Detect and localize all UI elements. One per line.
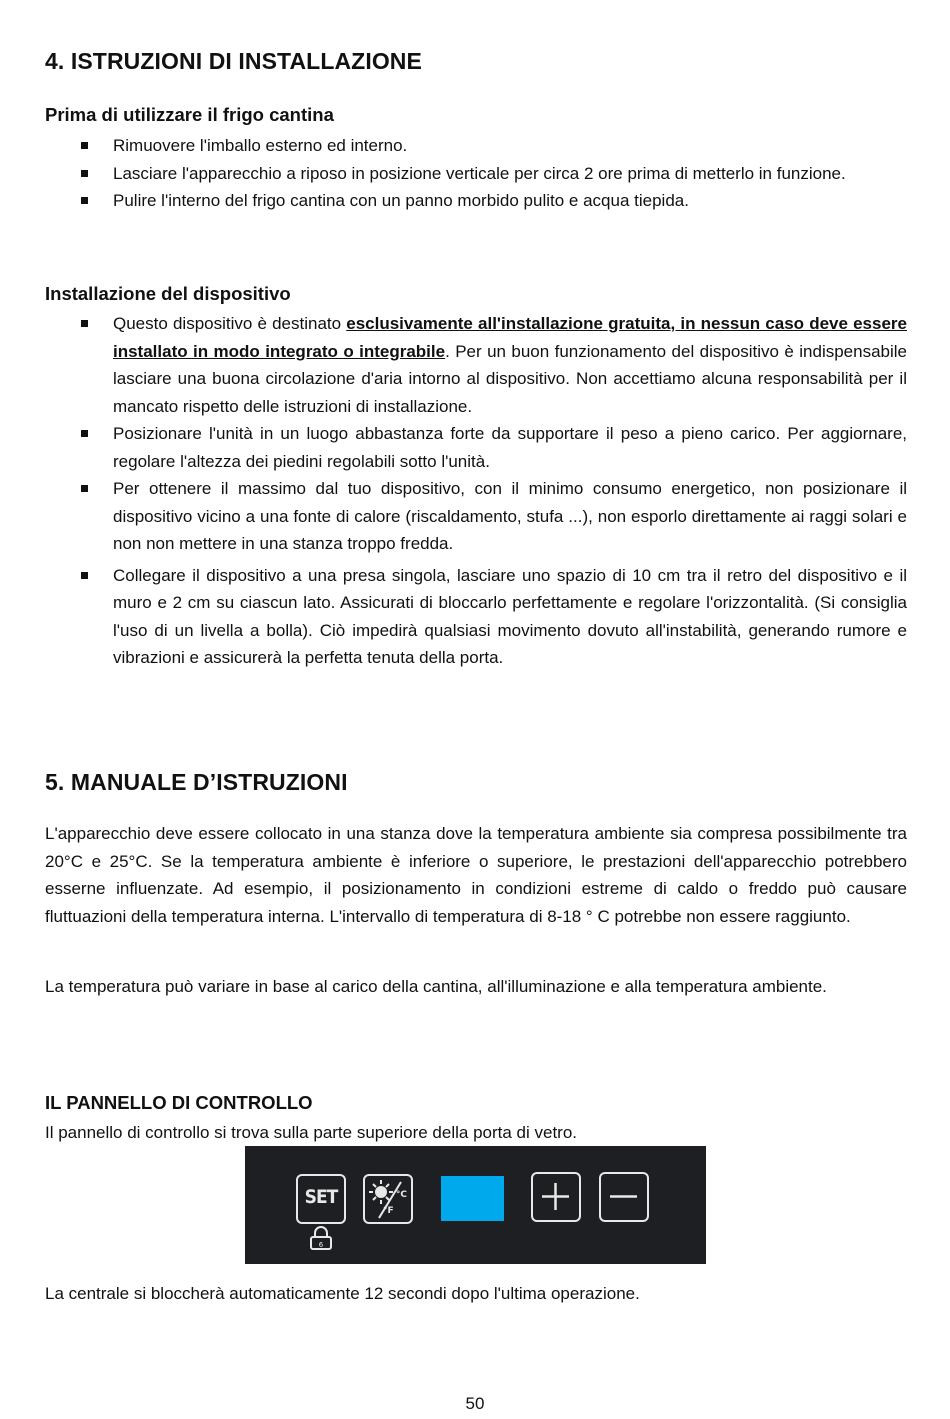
section-5-title: 5. MANUALE D’ISTRUZIONI bbox=[45, 769, 348, 795]
control-panel-intro: Il pannello di controllo si trova sulla parte superiore della porta di vetro. bbox=[45, 1123, 578, 1142]
bullet-icon bbox=[81, 142, 88, 149]
set-button: SET bbox=[296, 1174, 346, 1224]
page-number: 50 bbox=[465, 1394, 485, 1413]
light-unit-button bbox=[363, 1174, 413, 1224]
bullet-icon bbox=[81, 170, 88, 177]
list-item: Pulire l'interno del frigo cantina con un panno morbido pulito e acqua tiepida. bbox=[45, 187, 907, 215]
ambient-temperature-paragraph: L'apparecchio deve essere collocato in una stanza dove la temperatura ambiente sia compresa possibilmente tra 20°C e 25°C. Se la temperatura ambiente è inferiore o superiore, le prestazioni dell'apparecchio potrebbero esserne influenzate. Ad esempio, il posizionamento in condizioni estreme di caldo o freddo può causare fluttuazioni della temperatura interna. L'intervallo di temperatura di 8-18 ° C potrebbe non essere raggiunto. bbox=[45, 824, 907, 926]
list-item: Posizionare l'unità in un luogo abbastanza forte da supportare il peso a pieno carico. Per aggiornare, regolare l'altezza dei piedini regolabili sotto l'unità. bbox=[45, 420, 907, 475]
svg-text:6: 6 bbox=[318, 1241, 324, 1249]
plus-button bbox=[531, 1172, 581, 1222]
bullet-icon bbox=[81, 572, 88, 579]
temperature-display bbox=[441, 1176, 504, 1221]
plus-icon bbox=[533, 1174, 578, 1219]
list-item: Questo dispositivo è destinato esclusivamente all'installazione gratuita, in nessun caso deve essere installato in modo integrato o integrabile. Per un buon funzionamento del dispositivo è indispensabile lasciare una buona circolazione d'aria intorno al dispositivo. Non accettiamo alcuna responsabilità per il mancato rispetto delle istruzioni di installazione. bbox=[45, 310, 907, 420]
installation-list bbox=[45, 310, 907, 672]
installation-heading: Installazione del dispositivo bbox=[45, 283, 291, 304]
list-item: Rimuovere l'imballo esterno ed interno. bbox=[45, 132, 907, 160]
section-4-title: 4. ISTRUZIONI DI INSTALLAZIONE bbox=[45, 48, 422, 74]
minus-button bbox=[599, 1172, 649, 1222]
exclusive-install-note: esclusivamente all'installazione gratuita, in nessun caso deve essere installato in modo integrato o integrabile bbox=[113, 314, 907, 361]
list-item: Per ottenere il massimo dal tuo dispositivo, con il minimo consumo energetico, non posizionare il dispositivo vicino a una fonte di calore (riscaldamento, stufa ...), non esporlo direttamente ai raggi solari e non non mettere in una stanza troppo fredda. bbox=[45, 475, 907, 558]
bullet-icon bbox=[81, 430, 88, 437]
control-panel-image bbox=[245, 1146, 706, 1264]
list-item: Collegare il dispositivo a una presa singola, lasciare uno spazio di 10 cm tra il retro del dispositivo e il muro e 2 cm su ciascun lato. Assicurati di bloccarlo perfettamente e regolare l'orizzontalità. (Si consiglia l'uso di un livella a bolla). Ciò impedirà qualsiasi movimento dovuto all'instabilità, generando rumore e vibrazioni e assicurerà la perfetta tenuta della porta. bbox=[45, 562, 907, 672]
bullet-icon bbox=[81, 197, 88, 204]
fahrenheit-label: °F bbox=[383, 1206, 394, 1216]
minus-icon bbox=[601, 1174, 646, 1219]
lock-icon bbox=[307, 1226, 335, 1252]
bullet-icon bbox=[81, 320, 88, 327]
before-use-list bbox=[45, 132, 907, 215]
temperature-variation-paragraph: La temperatura può variare in base al carico della cantina, all'illuminazione e alla temperatura ambiente. bbox=[45, 977, 827, 996]
auto-lock-note: La centrale si bloccherà automaticamente 12 secondi dopo l'ultima operazione. bbox=[45, 1284, 640, 1303]
control-panel-heading: IL PANNELLO DI CONTROLLO bbox=[45, 1092, 313, 1113]
before-use-heading: Prima di utilizzare il frigo cantina bbox=[45, 104, 334, 125]
bullet-icon bbox=[81, 485, 88, 492]
celsius-label: °C bbox=[395, 1190, 407, 1200]
list-item: Lasciare l'apparecchio a riposo in posizione verticale per circa 2 ore prima di metterlo in funzione. bbox=[45, 160, 907, 188]
